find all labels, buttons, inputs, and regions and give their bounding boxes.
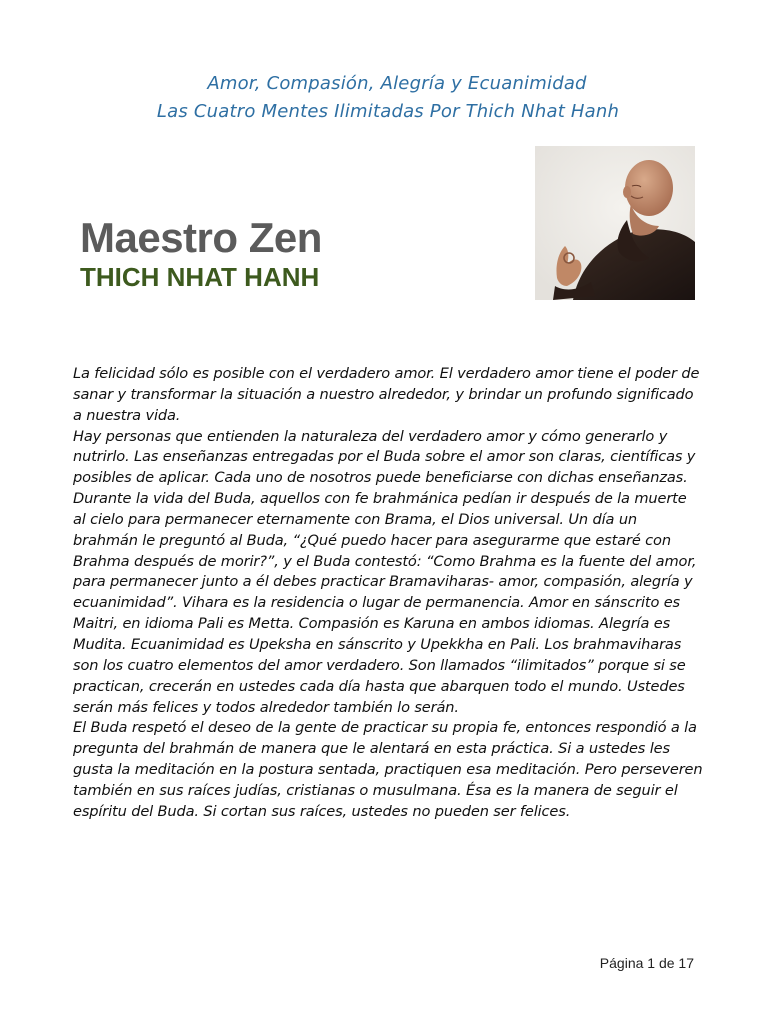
body-text (73, 364, 703, 823)
title-line-2: Las Cuatro Mentes Ilimitadas Por Thich Nhat Hanh (156, 101, 620, 122)
paragraph: El Buda respetó el deseo de la gente de practicar su propia fe, entonces respondió a la pregunta del brahmán de manera que le alentará en esta práctica. Si a ustedes les gusta la meditación en la postura sentada, practiquen esa meditación. Pero perseveren también en sus raíces judías, cristianas o musulmana. Ésa es la manera de seguir el espíritu del Buda. Si cortan sus raíces, ustedes no pueden ser felices. (73, 719, 703, 820)
banner-title: Maestro Zen (80, 214, 322, 261)
paragraph: Durante la vida del Buda, aquellos con fe brahmánica pedían ir después de la muerte al cielo para permanecer eternamente con Brama, el Dios universal. Un día un brahmán le preguntó al Buda, “¿Qué puedo hacer para asegurarme que estaré con Brahma después de morir?”, y el Buda contestó: “Como Brahma es la fuente del amor, para permanecer junto a él debes practicar Bramaviharas- amor, compasión, alegría y ecuanimidad”. Vihara es la residencia o lugar de permanencia. Amor en sánscrito es Maitri, en idioma Pali es Metta. Compasión es Karuna en ambos idiomas. Alegría es Mudita. Ecuanimidad es Upeksha en sánscrito y Upekkha en Pali. Los brahmaviharas son los cuatro elementos del amor verdadero. Son llamados “ilimitados” porque si se practican, crecerán en ustedes cada día hasta que abarquen todo el mundo. Ustedes serán más felices y todos alrededor también lo serán. (73, 490, 697, 716)
meditating-monk-photo (535, 146, 695, 300)
document-title (0, 70, 768, 126)
title-line-1: Amor, Compasión, Alegría y Ecuanimidad (207, 73, 587, 94)
banner (74, 146, 695, 300)
banner-text (80, 216, 322, 292)
paragraph: Hay personas que entienden la naturaleza del verdadero amor y cómo generarlo y nutrirlo. Las enseñanzas entregadas por el Buda sobre el amor son claras, científicas y posibles de aplicar. Cada uno de nosotros puede beneficiarse con dichas enseñanzas. (73, 427, 696, 487)
page-number: Página 1 de 17 (599, 955, 694, 971)
paragraph: La felicidad sólo es posible con el verdadero amor. El verdadero amor tiene el poder de sanar y transformar la situación a nuestro alrededor, y brindar un profundo significado a nuestra vida. (73, 365, 700, 424)
banner-subtitle: THICH NHAT HANH (80, 262, 320, 292)
